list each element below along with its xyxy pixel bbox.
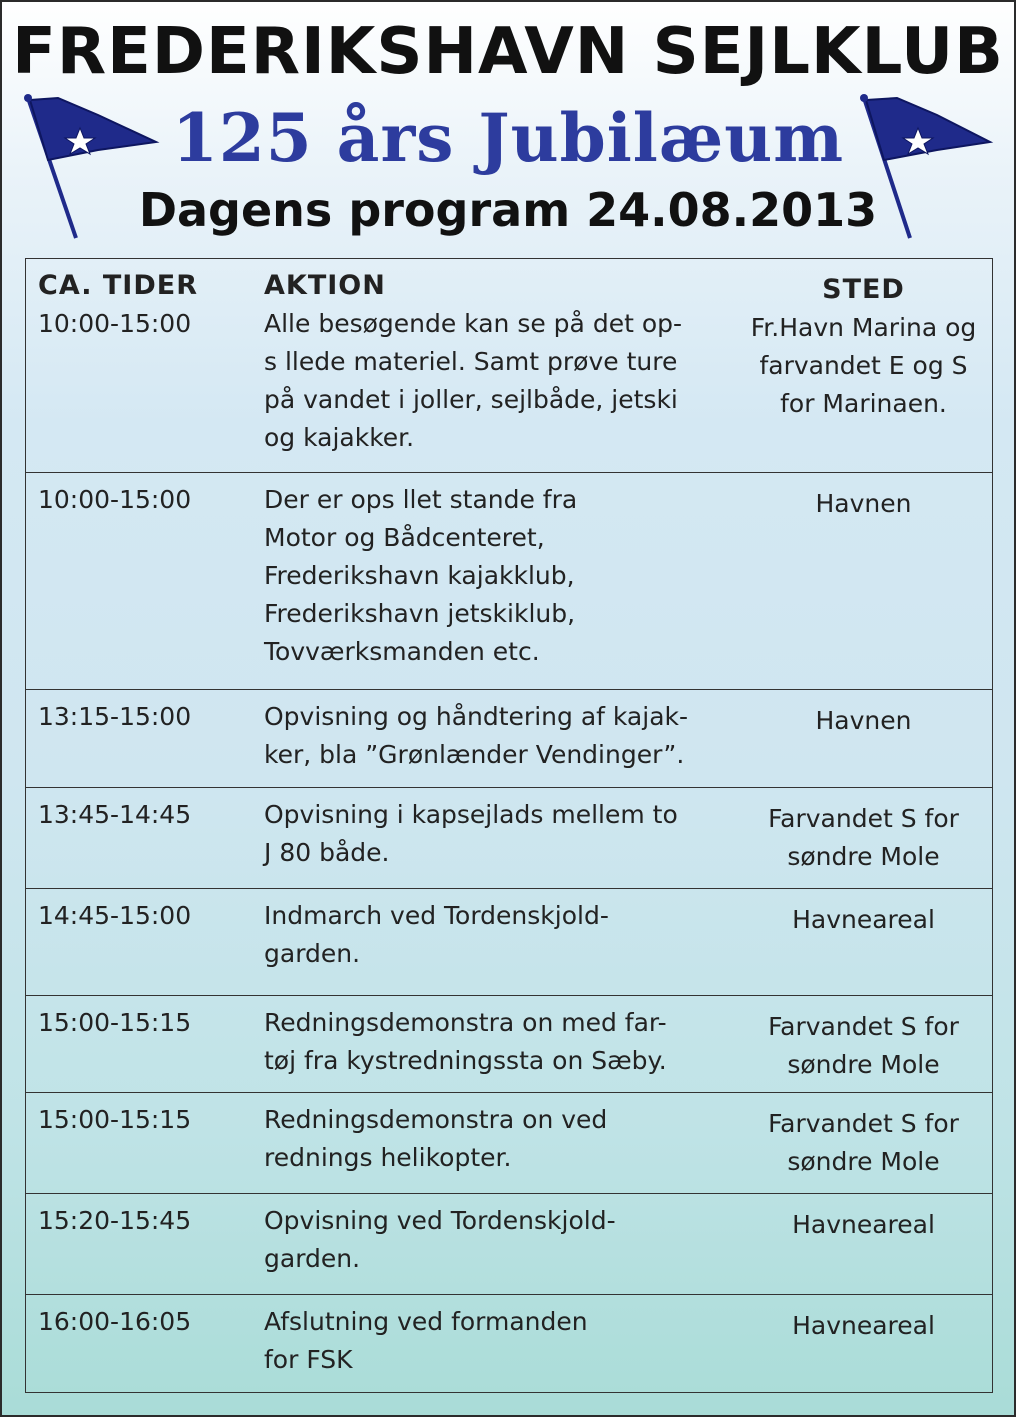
column-header-place: STED (822, 274, 905, 305)
program-table (25, 258, 993, 1393)
action-cell (264, 1004, 734, 1080)
pennant-flag-icon (852, 90, 997, 240)
time-cell (38, 1101, 258, 1139)
text-line: søndre Mole (787, 1050, 940, 1079)
text-line: Farvandet S for (768, 1012, 959, 1041)
time-cell (38, 481, 258, 519)
text-line: Farvandet S for (768, 804, 959, 833)
action-cell (264, 1101, 734, 1177)
time-value: 10:00-15:00 (38, 485, 192, 514)
time-cell (38, 1202, 258, 1240)
text-line: rednings helikopter. (264, 1143, 512, 1172)
club-title: FREDERIKSHAVN SEJLKLUB (12, 15, 1004, 89)
place-cell (736, 485, 991, 523)
time-value: 13:45-14:45 (38, 800, 192, 829)
text-line: Opvisning og håndtering af kajak- (264, 702, 689, 731)
pennant-flag-icon (18, 90, 163, 240)
text-line: Havnen (815, 489, 912, 518)
text-line: Frederikshavn kajakklub, (264, 561, 575, 590)
text-line: på vandet i joller, sejlbåde, jetski (264, 385, 678, 414)
table-row (26, 473, 992, 690)
text-line: Havneareal (792, 1210, 935, 1239)
text-line: Havneareal (792, 1311, 935, 1340)
time-cell (38, 698, 258, 736)
time-value: 15:00-15:15 (38, 1008, 192, 1037)
action-cell (264, 481, 734, 671)
text-line: søndre Mole (787, 842, 940, 871)
text-line: Opvisning ved Tordenskjold- (264, 1206, 616, 1235)
place-cell (736, 702, 991, 740)
place-cell (736, 271, 991, 423)
table-row (26, 1295, 992, 1394)
time-cell (38, 796, 258, 834)
action-cell (264, 1202, 734, 1278)
text-line: og kajakker. (264, 423, 415, 452)
text-line: for FSK (264, 1345, 353, 1374)
jubilee-subtitle: 125 års Jubilæum (171, 99, 845, 177)
text-line: s llede materiel. Samt prøve ture (264, 347, 678, 376)
table-row (26, 889, 992, 996)
text-line: Redningsdemonstra on med far- (264, 1008, 667, 1037)
table-row (26, 690, 992, 788)
table-row (26, 259, 992, 473)
action-cell (264, 698, 734, 774)
text-line: Havneareal (792, 905, 935, 934)
time-value: 13:15-15:00 (38, 702, 192, 731)
time-value: 15:00-15:15 (38, 1105, 192, 1134)
place-cell (736, 901, 991, 939)
text-line: Opvisning i kapsejlads mellem to (264, 800, 678, 829)
text-line: farvandet E og S (759, 351, 968, 380)
text-line: Farvandet S for (768, 1109, 959, 1138)
action-cell (264, 897, 734, 973)
place-cell (736, 1008, 991, 1084)
time-value: 14:45-15:00 (38, 901, 192, 930)
table-row (26, 996, 992, 1093)
column-header-action: AKTION (264, 270, 386, 301)
time-cell (38, 267, 258, 343)
action-cell (264, 796, 734, 872)
table-row (26, 1093, 992, 1194)
time-cell (38, 1303, 258, 1341)
text-line: garden. (264, 939, 361, 968)
text-line: Der er ops llet stande fra (264, 485, 578, 514)
place-cell (736, 1206, 991, 1244)
action-cell (264, 267, 734, 457)
text-line: J 80 både. (264, 838, 390, 867)
text-line: Afslutning ved formanden (264, 1307, 588, 1336)
text-line: for Marinaen. (780, 389, 947, 418)
table-row (26, 1194, 992, 1295)
time-cell (38, 897, 258, 935)
text-line: Frederikshavn jetskiklub, (264, 599, 576, 628)
program-date: Dagens program 24.08.2013 (138, 183, 878, 237)
text-line: Motor og Bådcenteret, (264, 523, 545, 552)
table-row (26, 788, 992, 889)
time-value: 10:00-15:00 (38, 309, 192, 338)
text-line: søndre Mole (787, 1147, 940, 1176)
text-line: garden. (264, 1244, 361, 1273)
time-cell (38, 1004, 258, 1042)
time-value: 16:00-16:05 (38, 1307, 192, 1336)
text-line: Tovværksmanden etc. (264, 637, 540, 666)
place-cell (736, 800, 991, 876)
text-line: Alle besøgende kan se på det op- (264, 309, 683, 338)
action-cell (264, 1303, 734, 1379)
time-value: 15:20-15:45 (38, 1206, 192, 1235)
text-line: tøj fra kystredningssta on Sæby. (264, 1046, 667, 1075)
text-line: ker, bla ”Grønlænder Vendinger”. (264, 740, 685, 769)
text-line: Redningsdemonstra on ved (264, 1105, 608, 1134)
text-line: Indmarch ved Tordenskjold- (264, 901, 609, 930)
place-cell (736, 1105, 991, 1181)
column-header-time: CA. TIDER (38, 270, 198, 301)
text-line: Fr.Havn Marina og (750, 313, 977, 342)
text-line: Havnen (815, 706, 912, 735)
place-cell (736, 1307, 991, 1345)
